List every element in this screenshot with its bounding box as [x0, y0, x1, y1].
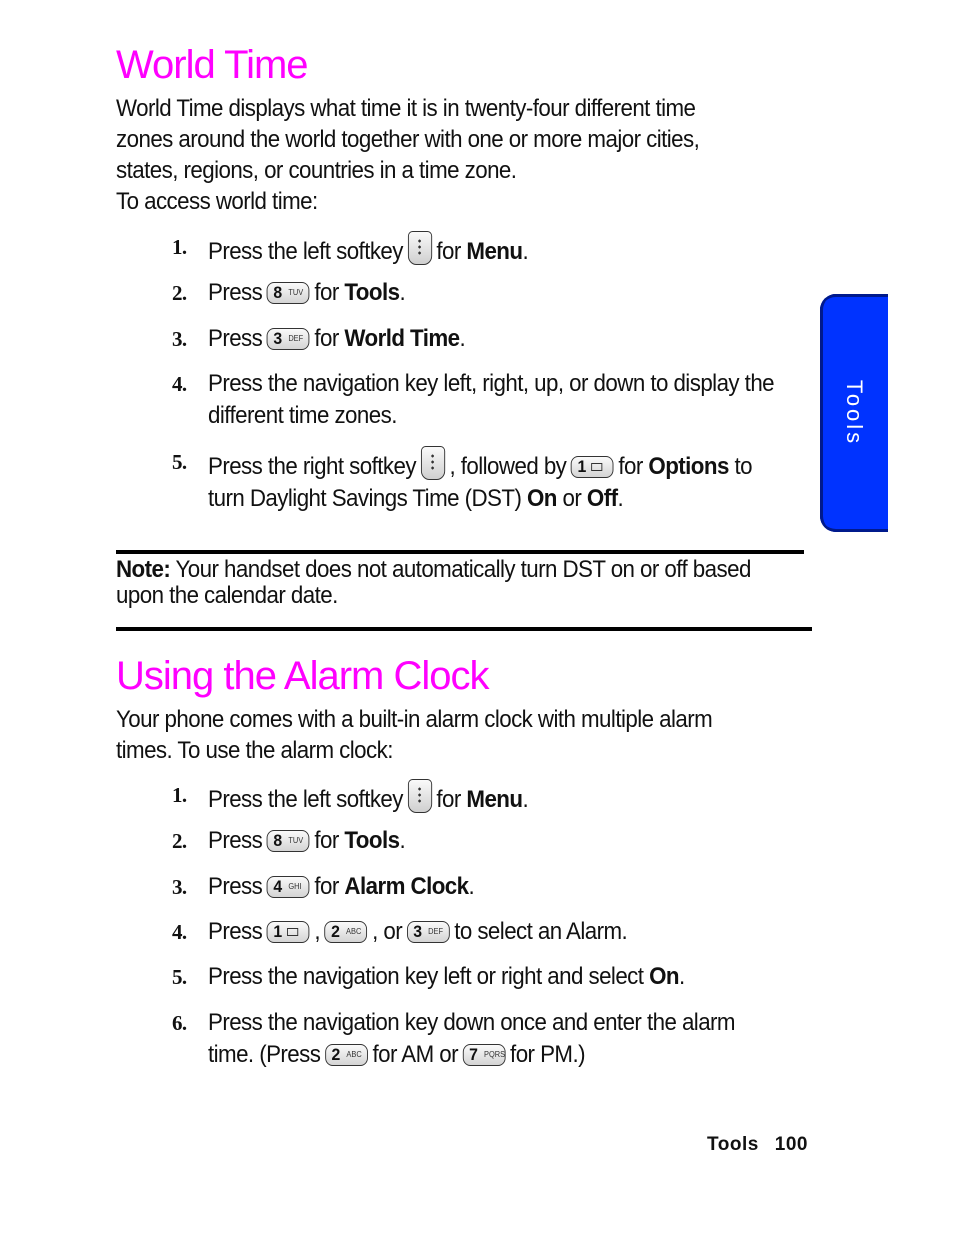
key-2-icon: 2 ABC	[325, 921, 368, 943]
page-number: 100	[774, 1134, 808, 1155]
key-3-icon: 3 DEF	[267, 328, 310, 350]
world-time-intro: World Time displays what time it is in twenty-four different time zones around the world together with one or more major cities, states, regions, or countries in a time zone.	[116, 95, 700, 184]
note: Note: Your handset does not automatically turn DST on or off based upon the calendar date.	[116, 556, 751, 609]
step-number: 4.	[172, 372, 187, 396]
world-time-access: To access world time:	[116, 188, 318, 215]
step-number: 1.	[172, 235, 187, 259]
step-number: 6.	[172, 1011, 187, 1035]
footer-section: Tools	[707, 1134, 759, 1155]
step-number: 1.	[172, 783, 187, 807]
manual-page: World Time World Time displays what time it is in twenty-four different time zones around the world together with one or more major cities, states, regions, or countries in a time zone. To access world time: 1. Press the left softkey for Menu. 2. Press 8 TUV for Tools. 3. Press 3 DEF for World Time. 4. Press the navigation key left, right, up, or down to display the different time zones. 5. Press the right softkey , followed by 1 for Options to turn Daylight Savings Time (DST) On or Off. Note: Your handset does not automatically turn DST on or off based upon the calendar date. Using the Alarm Clock Your phone comes with a built-in alarm clock with multiple alarm times. To use the alarm clock: 1. Press the left softkey for Menu. 2. Press 8 TUV for Tools. 3. Press 4 GHI for Alarm Clock. 4. Press 1 , 2 ABC , or 3 DEF to select an Alarm. 5. Press the navigation key left or right and select On. 6. Press the navigation key down once and enter the alarm time. (Press 2 ABC for AM or 7 PQRS for PM.) Tools Tools 100	[0, 0, 954, 1235]
note-top-rule	[116, 550, 804, 554]
step-number: 2.	[172, 829, 187, 853]
key-1-icon: 1	[267, 921, 310, 943]
key-7-icon: 7 PQRS	[463, 1044, 506, 1066]
key-4-icon: 4 GHI	[267, 876, 310, 898]
key-8-icon: 8 TUV	[267, 830, 310, 852]
step-number: 4.	[172, 920, 187, 944]
step-number: 5.	[172, 965, 187, 989]
alarm-clock-title: Using the Alarm Clock	[116, 654, 489, 698]
key-1-icon: 1	[571, 456, 614, 478]
step-number: 3.	[172, 327, 187, 351]
key-2-icon: 2 ABC	[325, 1044, 368, 1066]
left-softkey-icon	[408, 779, 432, 813]
step-number: 3.	[172, 875, 187, 899]
page-footer	[707, 1134, 808, 1156]
step-number: 2.	[172, 281, 187, 305]
right-softkey-icon	[421, 446, 445, 480]
key-3-icon: 3 DEF	[407, 921, 450, 943]
left-softkey-icon	[408, 231, 432, 265]
note-bottom-rule	[116, 627, 812, 631]
step-number: 5.	[172, 450, 187, 474]
side-tab-label: Tools	[842, 379, 867, 447]
world-time-title: World Time	[116, 43, 308, 87]
key-8-icon: 8 TUV	[267, 282, 310, 304]
section-side-tab	[820, 294, 888, 532]
alarm-clock-intro: Your phone comes with a built-in alarm clock with multiple alarm times. To use the alarm clock:	[116, 706, 713, 764]
